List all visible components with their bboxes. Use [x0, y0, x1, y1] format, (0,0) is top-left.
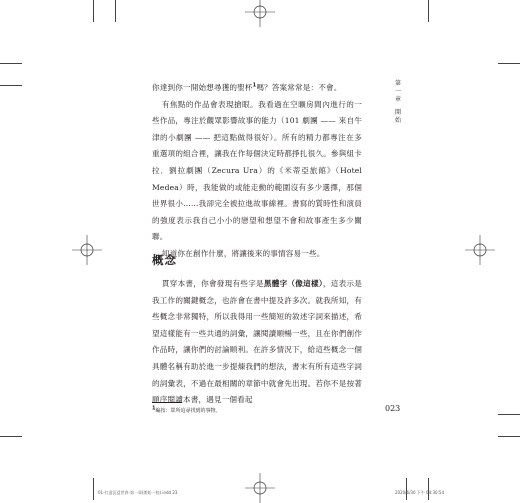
text-run: 你達到你一開始想尋獲的聖杯 — [152, 83, 253, 92]
running-head-chapter: 第一章 — [394, 80, 401, 103]
trim-mark — [0, 85, 22, 86]
trim-mark — [428, 478, 429, 500]
trim-mark — [115, 0, 116, 22]
paragraph: 知道你在創作什麼，將讓後來的事情容易一些。 — [161, 248, 325, 258]
body-text — [152, 80, 362, 263]
trim-mark — [428, 0, 429, 22]
footnote-reference[interactable]: 1 — [252, 82, 257, 89]
footnote-rule — [152, 402, 182, 403]
trim-mark — [406, 478, 407, 500]
paragraph: 有焦點的作品會表現搶眼。我看過在空曠房間內進行的一些作品，專注於觀眾影響故事的能力（101 劇團 —— 來自牛津的小劇團 —— 把這點做得很好）。所有的精力都專注在多重選項的組合裡，讓我在作每個決定時都掙扎很久。參與組卡拉．劉拉劇團（Zecura Ura）的《米蒂亞旅館》（Hotel Medea）時，我能做的或能走動的範圍沒有多少選擇，那個世界很小……我卻完全被拉進故事線裡。書寫的質時性和演員的強度表示我自己小小的戀望和想望不會和故事產生多少關聯。 — [152, 99, 362, 242]
page-number: 023 — [385, 404, 401, 413]
footnote — [152, 407, 221, 414]
slug-filename: 01-打造沉浸世界-第一章(開始一校).indd 23 — [98, 490, 178, 495]
registration-mark-icon — [245, 0, 275, 27]
registration-mark-icon — [72, 235, 102, 265]
trim-mark — [93, 478, 94, 500]
trim-mark — [498, 414, 520, 415]
text-run: 貫穿本書，你會發現有些字是 — [161, 279, 264, 288]
trim-mark — [0, 63, 22, 64]
text-run: ，這表示是我工作的關鍵概念，也許會在書中提及許多次。就我所知，有些概念非常獨特，所以我得用一些簡短的敘述字詞來描述，希望這樣能有一些共通的詞彙，讓閱讀順暢一些，且在你們創作作品時，讓你們的討論順利。在許多情況下，給這些概念一個具體名稱有助於進一步提煉我們的想法，書末有所有這些字詞的詞彙表，不過在最相關的章節中就會先出現。若你不是按著順序閱讀本書，遇見一個看起 — [152, 279, 363, 405]
trim-mark — [498, 436, 520, 437]
slug-timestamp: 2020/6/30 下午 04:30:54 — [395, 490, 445, 495]
footnote-mark: 1 — [152, 405, 156, 412]
running-head-title: 開始 — [394, 109, 401, 124]
section-heading: 概念 — [152, 253, 177, 267]
paragraph — [152, 80, 362, 97]
footnote-text: 編按：眾所追尋找到的事物。 — [155, 408, 221, 414]
trim-mark — [93, 0, 94, 22]
registration-mark-icon — [465, 235, 495, 265]
trim-mark — [498, 63, 520, 64]
trim-mark — [0, 436, 22, 437]
registration-mark-icon — [245, 473, 275, 503]
bold-term: 黑體字（像這樣） — [263, 279, 323, 288]
running-head — [393, 80, 403, 125]
text-run: 嗎？答案常常是：不會。 — [256, 83, 342, 92]
